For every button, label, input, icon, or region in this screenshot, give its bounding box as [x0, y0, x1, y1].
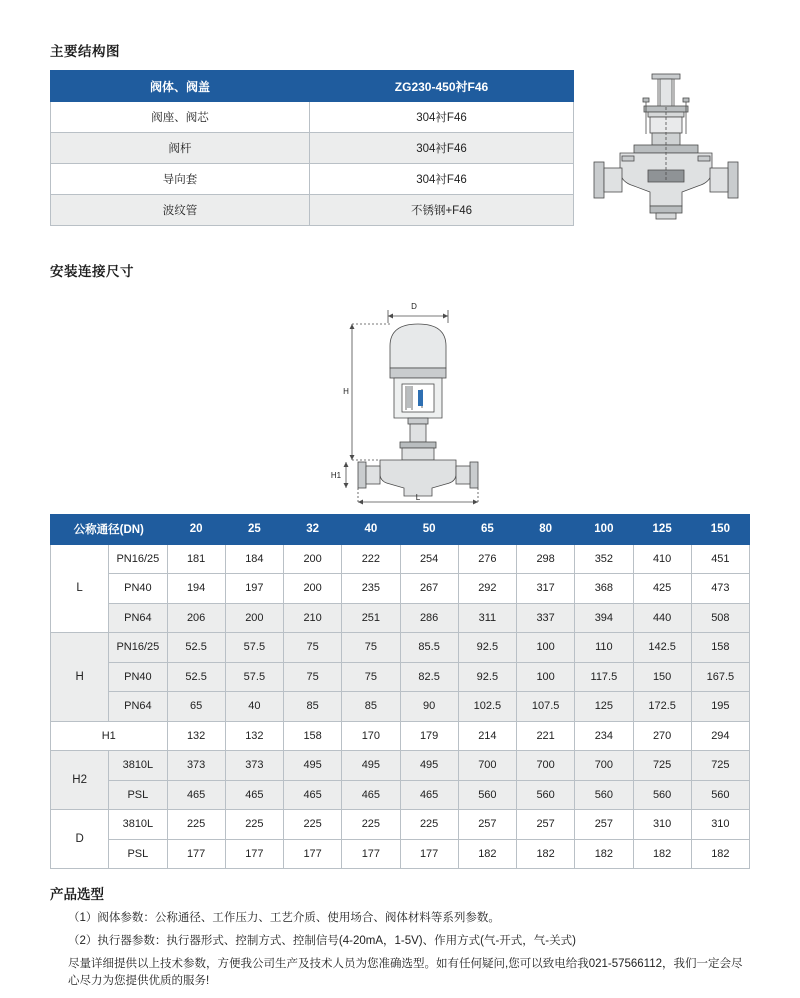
dimension-cell: 725	[633, 751, 691, 781]
dimension-corner-label: 公称通径(DN)	[51, 515, 168, 545]
dimension-row-label: PSL	[109, 839, 167, 869]
dimension-cell: 214	[458, 721, 516, 751]
dimension-cell: 206	[167, 603, 225, 633]
dimension-cell: 495	[342, 751, 400, 781]
dimension-row-label: H1	[51, 721, 168, 751]
dimension-cell: 286	[400, 603, 458, 633]
dimension-cell: 294	[691, 721, 749, 751]
dimension-cell: 560	[517, 780, 575, 810]
dimension-cell: 107.5	[517, 692, 575, 722]
dimension-cell: 394	[575, 603, 633, 633]
dimension-cell: 52.5	[167, 633, 225, 663]
selection-note: 尽量详细提供以上技术参数，方便我公司生产及技术人员为您准确选型。如有任何疑问,您可以致电给我021-57566112，我们一定会尽心尽力为您提供优质的服务!	[68, 957, 743, 988]
dimension-cell: 92.5	[458, 662, 516, 692]
svg-text:D: D	[411, 302, 417, 311]
table-row	[51, 721, 750, 751]
dimension-cell: 700	[575, 751, 633, 781]
dimension-cell: 725	[691, 751, 749, 781]
structure-header-left: 阀体、阀盖	[51, 71, 310, 102]
dimension-cell: 92.5	[458, 633, 516, 663]
dimension-cell: 337	[517, 603, 575, 633]
dimension-cell: 560	[575, 780, 633, 810]
dimension-cell: 251	[342, 603, 400, 633]
dimension-cell: 373	[167, 751, 225, 781]
dimension-cell: 270	[633, 721, 691, 751]
dimension-cell: 234	[575, 721, 633, 751]
dimension-col-header: 25	[225, 515, 283, 545]
dimension-row-label: PN16/25	[109, 544, 167, 574]
valve-cross-section-drawing	[586, 70, 746, 242]
dimension-cell: 465	[400, 780, 458, 810]
dimension-col-header: 40	[342, 515, 400, 545]
dimension-cell: 100	[517, 633, 575, 663]
dimension-cell: 276	[458, 544, 516, 574]
table-row	[51, 662, 750, 692]
dimension-cell: 102.5	[458, 692, 516, 722]
dimension-row-label: 3810L	[109, 810, 167, 840]
dimension-cell: 440	[633, 603, 691, 633]
dimension-cell: 158	[284, 721, 342, 751]
structure-row-label: 阀杆	[51, 133, 310, 164]
dimension-cell: 182	[517, 839, 575, 869]
dimension-cell: 75	[342, 662, 400, 692]
dimension-cell: 298	[517, 544, 575, 574]
dimension-table-header-row	[51, 515, 750, 545]
dimension-cell: 182	[458, 839, 516, 869]
dimension-row-label: PN64	[109, 692, 167, 722]
dimension-row-label: PN16/25	[109, 633, 167, 663]
dimension-cell: 317	[517, 574, 575, 604]
dimension-cell: 85	[284, 692, 342, 722]
dimension-cell: 52.5	[167, 662, 225, 692]
dimension-cell: 182	[691, 839, 749, 869]
dimension-table	[50, 514, 750, 869]
dimension-cell: 177	[284, 839, 342, 869]
dimension-cell: 90	[400, 692, 458, 722]
dimension-cell: 75	[342, 633, 400, 663]
dimension-cell: 197	[225, 574, 283, 604]
dimension-row-label: PN64	[109, 603, 167, 633]
structure-row-value: 304衬F46	[310, 102, 574, 133]
dimension-cell: 85.5	[400, 633, 458, 663]
dimension-cell: 75	[284, 662, 342, 692]
table-row	[51, 692, 750, 722]
dimension-cell: 85	[342, 692, 400, 722]
dimension-group-label: D	[51, 810, 109, 869]
dimension-cell: 222	[342, 544, 400, 574]
dimension-cell: 177	[225, 839, 283, 869]
dimension-cell: 700	[458, 751, 516, 781]
svg-text:L: L	[415, 493, 421, 502]
dimension-group-label: L	[51, 544, 109, 633]
dimension-cell: 181	[167, 544, 225, 574]
install-dimension-drawing	[50, 290, 750, 512]
table-row	[51, 195, 574, 226]
dimension-cell: 200	[284, 574, 342, 604]
dimension-col-header: 150	[691, 515, 749, 545]
dimension-cell: 117.5	[575, 662, 633, 692]
dimension-cell: 508	[691, 603, 749, 633]
structure-section	[50, 70, 750, 242]
structure-header-right: ZG230-450衬F46	[310, 71, 574, 102]
dimension-cell: 310	[633, 810, 691, 840]
dimension-cell: 110	[575, 633, 633, 663]
table-row	[51, 544, 750, 574]
dimension-cell: 311	[458, 603, 516, 633]
dimension-cell: 210	[284, 603, 342, 633]
dimension-cell: 373	[225, 751, 283, 781]
structure-row-label: 导向套	[51, 164, 310, 195]
dimension-col-header: 65	[458, 515, 516, 545]
dimension-row-label: 3810L	[109, 751, 167, 781]
svg-text:H1: H1	[330, 471, 342, 480]
dimension-cell: 177	[167, 839, 225, 869]
dimension-cell: 100	[517, 662, 575, 692]
dimension-cell: 184	[225, 544, 283, 574]
dimension-col-header: 100	[575, 515, 633, 545]
dimension-cell: 560	[633, 780, 691, 810]
dimension-cell: 167.5	[691, 662, 749, 692]
table-row	[51, 164, 574, 195]
dimension-cell: 200	[225, 603, 283, 633]
structure-row-value: 不锈钢+F46	[310, 195, 574, 226]
dimension-cell: 700	[517, 751, 575, 781]
table-row	[51, 810, 750, 840]
dimension-cell: 158	[691, 633, 749, 663]
table-row	[51, 780, 750, 810]
dimension-cell: 57.5	[225, 633, 283, 663]
table-row	[51, 633, 750, 663]
dimension-cell: 200	[284, 544, 342, 574]
table-row	[51, 839, 750, 869]
dimension-cell: 182	[575, 839, 633, 869]
dimension-cell: 179	[400, 721, 458, 751]
dimension-cell: 57.5	[225, 662, 283, 692]
dimension-cell: 75	[284, 633, 342, 663]
dimension-cell: 132	[167, 721, 225, 751]
dimension-cell: 221	[517, 721, 575, 751]
dimension-cell: 352	[575, 544, 633, 574]
dimension-cell: 225	[284, 810, 342, 840]
table-row	[51, 603, 750, 633]
dimension-cell: 465	[284, 780, 342, 810]
dimension-cell: 465	[225, 780, 283, 810]
dimension-cell: 410	[633, 544, 691, 574]
dimension-cell: 40	[225, 692, 283, 722]
dimension-cell: 257	[575, 810, 633, 840]
svg-text:H: H	[343, 387, 349, 396]
dimension-cell: 254	[400, 544, 458, 574]
dimension-cell: 451	[691, 544, 749, 574]
dimension-cell: 267	[400, 574, 458, 604]
structure-row-value: 304衬F46	[310, 133, 574, 164]
dimension-cell: 235	[342, 574, 400, 604]
selection-item-2: （2）执行器参数：执行器形式、控制方式、控制信号(4-20mA，1-5V)、作用方式(气-开式，气-关式)	[68, 934, 576, 947]
dimension-col-header: 50	[400, 515, 458, 545]
dimension-cell: 194	[167, 574, 225, 604]
dimension-row-label: PN40	[109, 574, 167, 604]
dimension-group-label: H	[51, 633, 109, 722]
table-row	[51, 574, 750, 604]
dimension-cell: 465	[167, 780, 225, 810]
dimension-cell: 195	[691, 692, 749, 722]
dimension-col-header: 32	[284, 515, 342, 545]
dimension-cell: 225	[342, 810, 400, 840]
dimension-cell: 292	[458, 574, 516, 604]
dimension-cell: 177	[342, 839, 400, 869]
table-header-row	[51, 71, 574, 102]
dimension-cell: 225	[400, 810, 458, 840]
dimension-col-header: 125	[633, 515, 691, 545]
dimension-cell: 425	[633, 574, 691, 604]
dimension-cell: 132	[225, 721, 283, 751]
table-row	[51, 133, 574, 164]
dimension-cell: 257	[517, 810, 575, 840]
selection-title: 产品选型	[50, 887, 104, 902]
structure-row-label: 波纹管	[51, 195, 310, 226]
table-row	[51, 102, 574, 133]
dimension-col-header: 20	[167, 515, 225, 545]
dimension-cell: 310	[691, 810, 749, 840]
dimension-cell: 495	[400, 751, 458, 781]
dimension-row-label: PSL	[109, 780, 167, 810]
selection-item-1: （1）阀体参数：公称通径、工作压力、工艺介质、使用场合、阀体材料等系列参数。	[68, 912, 500, 924]
dimension-cell: 170	[342, 721, 400, 751]
dimension-cell: 495	[284, 751, 342, 781]
dimension-cell: 257	[458, 810, 516, 840]
dimension-cell: 65	[167, 692, 225, 722]
structure-section-title: 主要结构图	[50, 44, 120, 59]
dimension-group-label: H2	[51, 751, 109, 810]
table-row	[51, 751, 750, 781]
structure-row-value: 304衬F46	[310, 164, 574, 195]
dimension-cell: 172.5	[633, 692, 691, 722]
dimension-row-label: PN40	[109, 662, 167, 692]
structure-table	[50, 70, 574, 226]
dimension-cell: 225	[167, 810, 225, 840]
dimension-cell: 560	[458, 780, 516, 810]
dimension-cell: 225	[225, 810, 283, 840]
dimension-cell: 182	[633, 839, 691, 869]
install-section-title: 安装连接尺寸	[50, 264, 134, 279]
dimension-cell: 465	[342, 780, 400, 810]
dimension-cell: 473	[691, 574, 749, 604]
dimension-cell: 368	[575, 574, 633, 604]
structure-row-label: 阀座、阀芯	[51, 102, 310, 133]
selection-section	[50, 883, 750, 991]
dimension-cell: 560	[691, 780, 749, 810]
dimension-cell: 142.5	[633, 633, 691, 663]
dimension-cell: 150	[633, 662, 691, 692]
dimension-col-header: 80	[517, 515, 575, 545]
dimension-cell: 125	[575, 692, 633, 722]
dimension-cell: 82.5	[400, 662, 458, 692]
dimension-cell: 177	[400, 839, 458, 869]
